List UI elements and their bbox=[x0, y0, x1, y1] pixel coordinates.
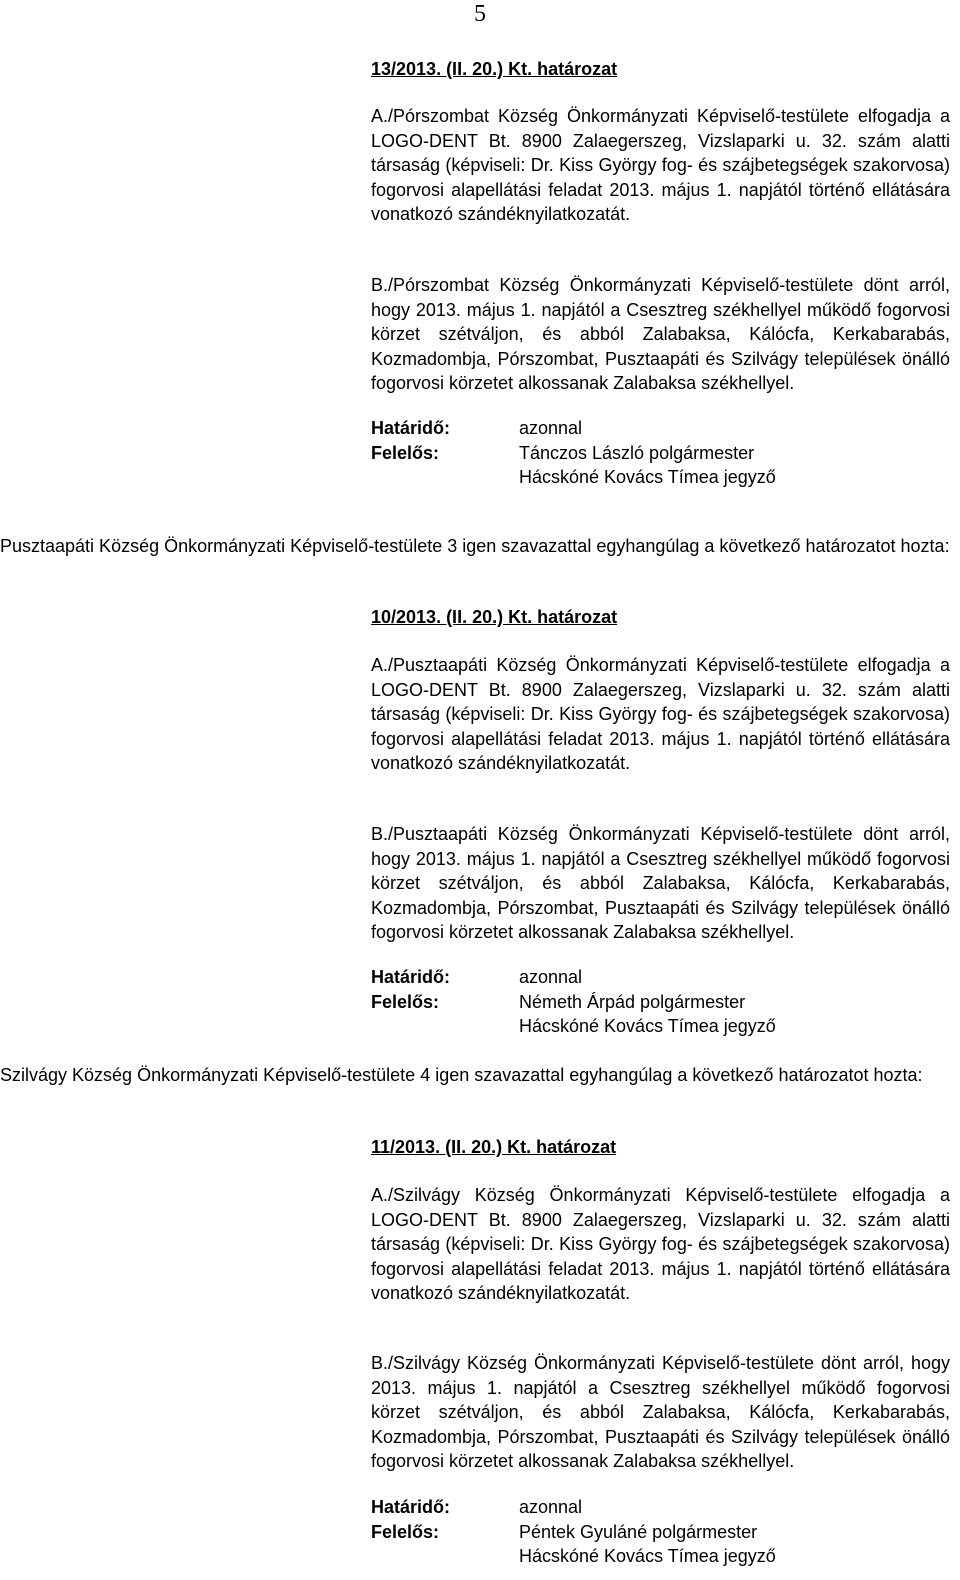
resolution-meta bbox=[371, 416, 950, 490]
responsible-mayor: Németh Árpád polgármester bbox=[519, 991, 746, 1012]
responsible-mayor: Péntek Gyuláné polgármester bbox=[519, 1521, 758, 1542]
responsible-row bbox=[371, 990, 950, 1015]
resolution-meta bbox=[371, 965, 950, 1039]
deadline-row bbox=[371, 965, 950, 990]
deadline-label: Határidő: bbox=[371, 1497, 451, 1517]
responsible-label: Felelős: bbox=[371, 442, 440, 463]
responsible-label: Felelős: bbox=[371, 991, 440, 1012]
resolution-heading: 13/2013. (II. 20.) Kt. határozat bbox=[371, 59, 618, 79]
resolution-paragraph-b: B./Pórszombat Község Önkormányzati Képviselő-testülete dönt arról, hogy 2013. május 1. napjától a Csesztreg székhellyel működő fogorvosi körzet szétváljon, és abból Zalabaksa, Kálócfa, Kerkabarabás, Kozmadombja, Pórszombat, Pusztaapáti és Szilvágy települések önálló fogorvosi körzetet alkossanak Zalabaksa székhellyel. bbox=[371, 275, 950, 393]
responsible-row bbox=[371, 1520, 950, 1545]
resolution-paragraph-b: B./Szilvágy Község Önkormányzati Képviselő-testülete dönt arról, hogy 2013. május 1. napjától a Csesztreg székhellyel működő fogorvosi körzet szétváljon, és abból Zalabaksa, Kálócfa, Kerkabarabás, Kozmadombja, Pórszombat, Pusztaapáti és Szilvágy települések önálló fogorvosi körzetet alkossanak Zalabaksa székhellyel. bbox=[371, 1353, 950, 1471]
deadline-row bbox=[371, 416, 950, 441]
resolution-paragraph-a: A./Pusztaapáti Község Önkormányzati Képviselő-testülete elfogadja a LOGO-DENT Bt. 8900 Zalaegerszeg, Vizslaparki u. 32. szám alatti társaság (képviseli: Dr. Kiss György fog- és szájbetegségek szakorvosa) fogorvosi alapellátási feladat 2013. május 1. napjától történő ellátására vonatkozó szándéknyilatkozatát. bbox=[371, 655, 950, 773]
responsible-notary: Hácskóné Kovács Tímea jegyző bbox=[519, 1546, 776, 1566]
responsible-row bbox=[371, 441, 950, 466]
resolution-paragraph-b: B./Pusztaapáti Község Önkormányzati Képviselő-testülete dönt arról, hogy 2013. május 1. napjától a Csesztreg székhellyel működő fogorvosi körzet szétváljon, és abból Zalabaksa, Kálócfa, Kerkabarabás, Kozmadombja, Pórszombat, Pusztaapáti és Szilvágy települések önálló fogorvosi körzetet alkossanak Zalabaksa székhellyel. bbox=[371, 824, 950, 942]
deadline-value: azonnal bbox=[519, 1497, 583, 1517]
resolution-heading: 10/2013. (II. 20.) Kt. határozat bbox=[371, 607, 618, 627]
resolution-paragraph-a: A./Szilvágy Község Önkormányzati Képviselő-testülete elfogadja a LOGO-DENT Bt. 8900 Zalaegerszeg, Vizslaparki u. 32. szám alatti társaság (képviseli: Dr. Kiss György fog- és szájbetegségek szakorvosa) fogorvosi alapellátási feladat 2013. május 1. napjától történő ellátására vonatkozó szándéknyilatkozatát. bbox=[371, 1185, 950, 1303]
responsible-label: Felelős: bbox=[371, 1521, 440, 1542]
responsible-notary: Hácskóné Kovács Tímea jegyző bbox=[519, 467, 776, 487]
resolution-heading: 11/2013. (II. 20.) Kt. határozat bbox=[371, 1137, 617, 1157]
deadline-value: azonnal bbox=[519, 967, 583, 987]
responsible-mayor: Tánczos László polgármester bbox=[519, 442, 755, 463]
vote-statement: Szilvágy Község Önkormányzati Képviselő-testülete 4 igen szavazattal egyhangúlag a következő határozatot hozta: bbox=[0, 1065, 923, 1085]
deadline-label: Határidő: bbox=[371, 967, 451, 987]
deadline-label: Határidő: bbox=[371, 418, 451, 438]
page-number: 5 bbox=[474, 1, 486, 27]
responsible-notary: Hácskóné Kovács Tímea jegyző bbox=[519, 1016, 776, 1036]
resolution-meta bbox=[371, 1495, 950, 1569]
vote-statement: Pusztaapáti Község Önkormányzati Képviselő-testülete 3 igen szavazattal egyhangúlag a következő határozatot hozta: bbox=[0, 536, 950, 556]
deadline-value: azonnal bbox=[519, 418, 583, 438]
deadline-row bbox=[371, 1495, 950, 1520]
resolution-paragraph-a: A./Pórszombat Község Önkormányzati Képviselő-testülete elfogadja a LOGO-DENT Bt. 8900 Zalaegerszeg, Vizslaparki u. 32. szám alatti társaság (képviseli: Dr. Kiss György fog- és szájbetegségek szakorvosa) fogorvosi alapellátási feladat 2013. május 1. napjától történő ellátására vonatkozó szándéknyilatkozatát. bbox=[371, 106, 950, 224]
